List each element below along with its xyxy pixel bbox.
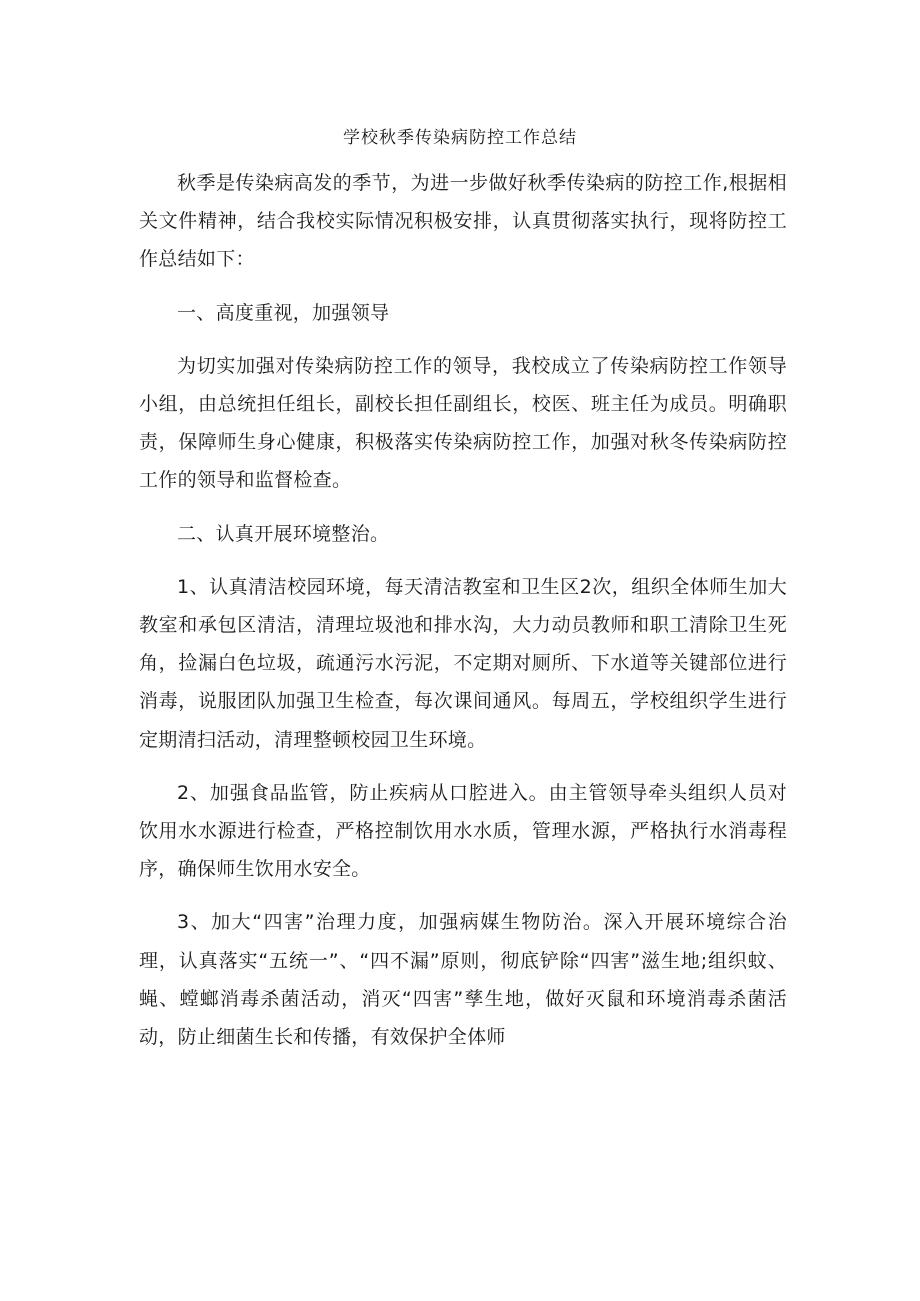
item-1-paragraph: 1、认真清洁校园环境，每天清洁教室和卫生区2次，组织全体师生加大教室和承包区清洁，清理垃圾池和排水沟，大力动员教师和职工清除卫生死角，捡漏白色垃圾，疏通污水污泥，不定期对厕所、下水道等关键部位进行消毒，说服团队加强卫生检查，每次课间通风。每周五，学校组织学生进行定期清扫活动，清理整顿校园卫生环境。 — [139, 575, 787, 751]
section-heading-1: 一、高度重视，加强领导 — [177, 301, 390, 324]
item-3-paragraph: 3、加大“四害”治理力度，加强病媒生物防治。深入开展环境综合治理，认真落实“五统一”、“四不漏”原则，彻底铲除“四害”滋生地;组织蚊、蝇、螳螂消毒杀菌活动，消灭“四害”孳生地，做好灭鼠和环境消毒杀菌活动，防止细菌生长和传播，有效保护全体师 — [139, 911, 787, 1049]
section-1-paragraph: 为切实加强对传染病防控工作的领导，我校成立了传染病防控工作领导小组，由总统担任组长，副校长担任副组长，校医、班主任为成员。明确职责，保障师生身心健康，积极落实传染病防控工作，加强对秋冬传染病防控工作的领导和监督检查。 — [139, 354, 787, 492]
intro-paragraph: 秋季是传染病高发的季节，为进一步做好秋季传染病的防控工作,根据相关文件精神，结合我校实际情况积极安排，认真贯彻落实执行，现将防控工作总结如下： — [139, 172, 787, 271]
document-body — [139, 164, 787, 1071]
section-heading-2: 二、认真开展环境整治。 — [177, 522, 390, 545]
item-2-paragraph: 2、加强食品监管，防止疾病从口腔进入。由主管领导牵头组织人员对饮用水水源进行检查，严格控制饮用水水质，管理水源，严格执行水消毒程序，确保师生饮用水安全。 — [139, 781, 787, 881]
document-title: 学校秋季传染病防控工作总结 — [343, 128, 577, 148]
